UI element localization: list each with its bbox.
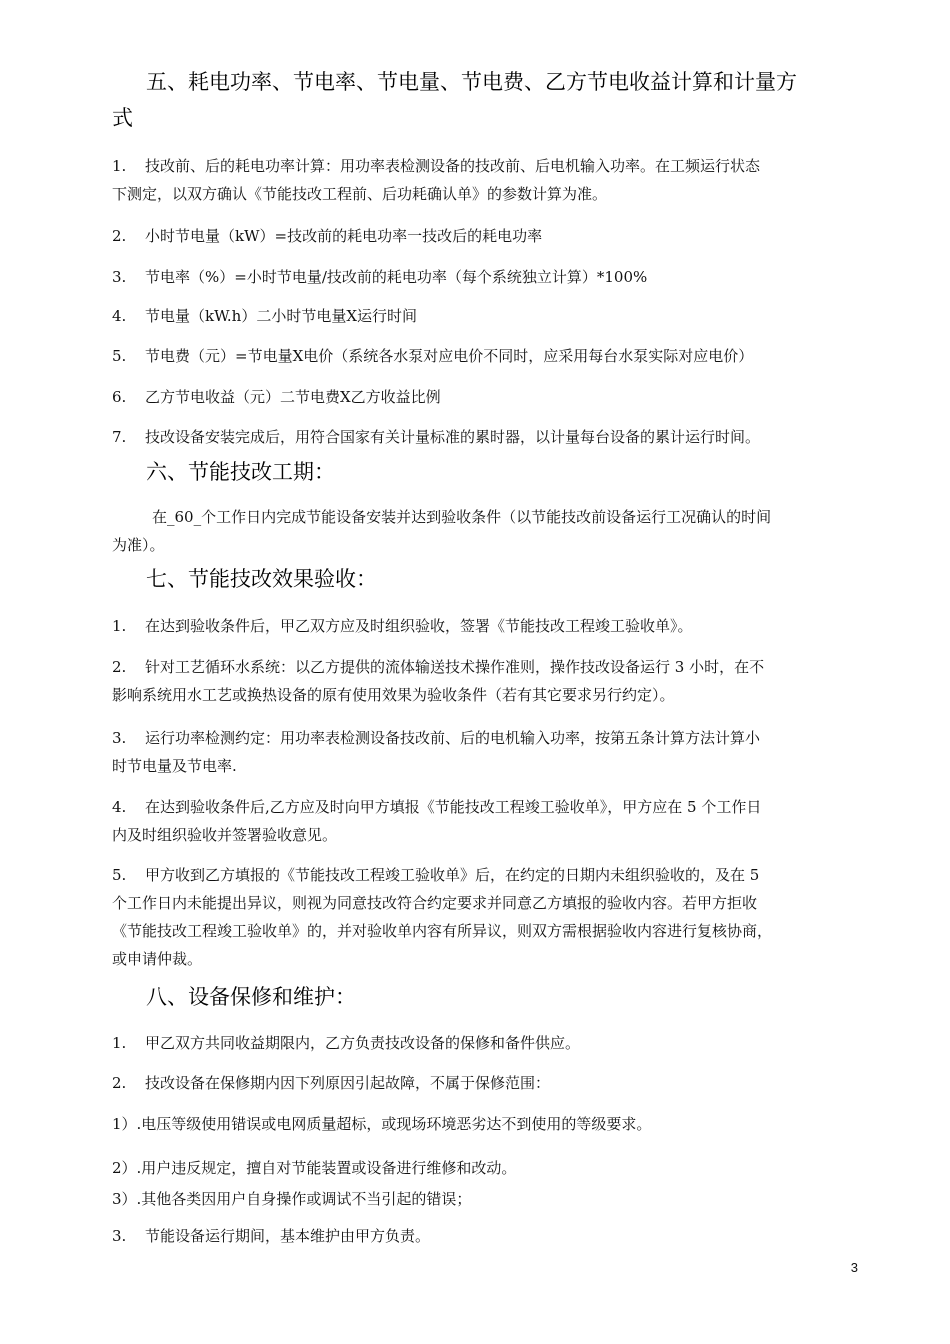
section6-heading: 六、节能技改工期： (146, 460, 335, 484)
section5-item-6 (112, 383, 856, 411)
item-text: 节能设备运行期间，基本维护由甲方负责。 (145, 1227, 431, 1245)
section5-item-1 (112, 152, 856, 208)
item-number: 4. (112, 798, 127, 816)
item-number: 1. (112, 1034, 127, 1052)
item-number: 5. (112, 866, 127, 884)
item-text-cont: 影响系统用水工艺或换热设备的原有使用效果为验收条件（若有其它要求另行约定）。 (112, 686, 675, 704)
section5-heading-line1: 五、耗电功率、节电率、节电量、节电费、乙方节电收益计算和计量方 (146, 70, 797, 94)
page-number: 3 (850, 1260, 858, 1275)
item-text-cont: 内及时组织验收并签署验收意见。 (112, 826, 338, 844)
section8-sub-1: 1）.电压等级使用错误或电网质量超标，或现场环境恶劣达不到使用的等级要求。 (112, 1115, 652, 1133)
item-text: 节电费（元）=节电量X电价（系统各水泵对应电价不同时，应采用每台水泵实际对应电价） (145, 347, 754, 365)
item-text-cont: 或申请仲裁。 (112, 950, 203, 968)
item-number: 1. (112, 157, 127, 175)
section5-item-5 (112, 342, 856, 370)
item-text: 乙方节电收益（元）二节电费X乙方收益比例 (145, 388, 441, 406)
item-text: 技改设备安装完成后，用符合国家有关计量标准的累时器，以计量每台设备的累计运行时间。 (145, 428, 761, 446)
section7-heading: 七、节能技改效果验收： (146, 567, 377, 591)
item-number: 2. (112, 658, 127, 676)
section5-item-2 (112, 222, 856, 250)
item-number: 4. (112, 307, 127, 325)
item-number: 3. (112, 268, 127, 286)
item-number: 7. (112, 428, 127, 446)
section8-heading: 八、设备保修和维护： (146, 985, 356, 1009)
item-text: 小时节电量（kW）=技改前的耗电功率一技改后的耗电功率 (145, 227, 543, 245)
item-text-cont: 下测定，以双方确认《节能技改工程前、后功耗确认单》的参数计算为准。 (112, 185, 608, 203)
section8-item-1 (112, 1029, 856, 1057)
section8-sub-3: 3）.其他各类因用户自身操作或调试不当引起的错误； (112, 1190, 472, 1208)
item-text: 节电量（kW.h）二小时节电量X运行时间 (145, 307, 417, 325)
section7-item-3 (112, 724, 856, 780)
section7-item-4 (112, 793, 856, 849)
item-text: 甲乙双方共同收益期限内，乙方负责技改设备的保修和备件供应。 (145, 1034, 581, 1052)
item-number: 3. (112, 729, 127, 747)
item-number: 6. (112, 388, 127, 406)
section6-text (112, 503, 856, 559)
section6-text-line2: 为准）。 (112, 536, 165, 554)
section5-item-7 (112, 423, 856, 451)
item-text: 技改设备在保修期内因下列原因引起故障，不属于保修范围： (145, 1074, 551, 1092)
item-number: 3. (112, 1227, 127, 1245)
section8-sub-2: 2）.用户违反规定，擅自对节能装置或设备进行维修和改动。 (112, 1159, 517, 1177)
section5-item-4 (112, 302, 856, 330)
section7-item-5 (112, 861, 856, 973)
item-text-cont: 时节电量及节电率. (112, 757, 237, 775)
section6-text-line1: 在_60_个工作日内完成节能设备安装并达到验收条件（以节能技改前设备运行工况确认的时间 (152, 508, 772, 526)
item-text: 在达到验收条件后，甲乙双方应及时组织验收，签署《节能技改工程竣工验收单》。 (145, 617, 693, 635)
item-text: 运行功率检测约定：用功率表检测设备技改前、后的电机输入功率，按第五条计算方法计算小 (145, 729, 761, 747)
section8-item-2 (112, 1069, 856, 1097)
section7-item-1 (112, 612, 856, 640)
item-number: 2. (112, 1074, 127, 1092)
item-text: 在达到验收条件后,乙方应及时向甲方填报《节能技改工程竣工验收单》，甲方应在 5 个工作日 (145, 798, 762, 816)
item-text-cont: 《节能技改工程竣工验收单》的，并对验收单内容有所异议，则双方需根据验收内容进行复核协商， (112, 922, 773, 940)
item-text: 针对工艺循环水系统：以乙方提供的流体输送技术操作准则，操作技改设备运行 3 小时，在不 (145, 658, 765, 676)
section5-item-3 (112, 263, 856, 291)
section7-item-2 (112, 653, 856, 709)
section5-heading-line2: 式 (112, 106, 133, 130)
item-number: 1. (112, 617, 127, 635)
item-number: 2. (112, 227, 127, 245)
item-text: 节电率（%）=小时节电量/技改前的耗电功率（每个系统独立计算）*100% (145, 268, 648, 286)
item-text: 技改前、后的耗电功率计算：用功率表检测设备的技改前、后电机输入功率。在工频运行状态 (145, 157, 761, 175)
item-text-cont: 个工作日内未能提出异议，则视为同意技改符合约定要求并同意乙方填报的验收内容。若甲方拒收 (112, 894, 758, 912)
item-text: 甲方收到乙方填报的《节能技改工程竣工验收单》后，在约定的日期内未组织验收的，及在 5 (145, 866, 760, 884)
item-number: 5. (112, 347, 127, 365)
section8-item-3 (112, 1222, 856, 1250)
